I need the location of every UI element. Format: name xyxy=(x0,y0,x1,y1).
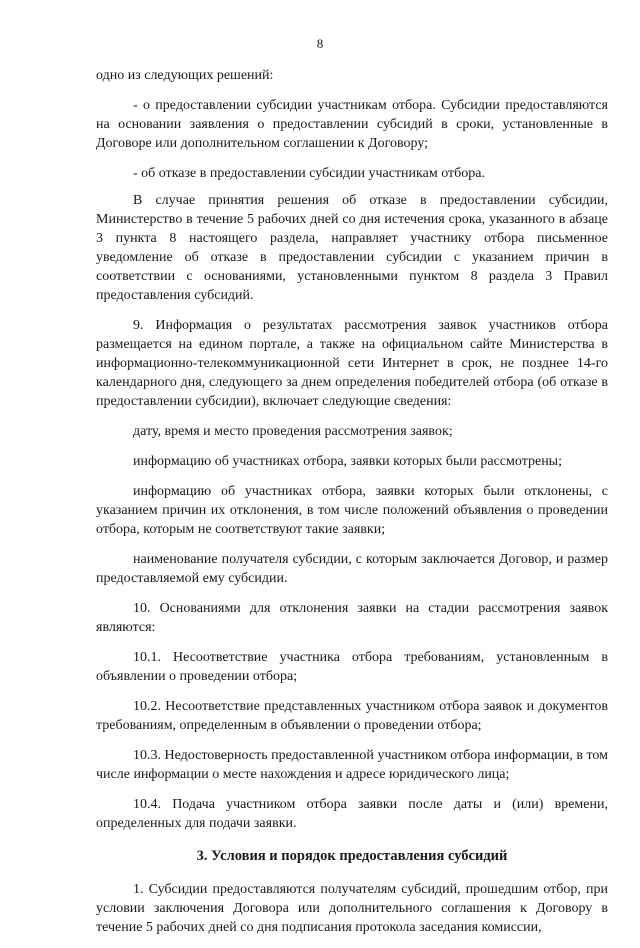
paragraph: одно из следующих решений: xyxy=(96,68,274,83)
paragraph: 10.3. Недостоверность предоставленной участником отбора информации, в том числе информации о месте нахождения и адресе юридического лица; xyxy=(96,748,608,782)
paragraph: - об отказе в предоставлении субсидии участникам отбора. xyxy=(133,166,485,181)
paragraph: - о предоставлении субсидии участникам отбора. Субсидии предоставляются на основании заявления о предоставлении субсидий в сроки, установленные в Договоре или дополнительном соглашении к Договору; xyxy=(96,98,608,151)
section-heading: 3. Условия и порядок предоставления субсидий xyxy=(196,848,508,864)
paragraph: 10. Основаниями для отклонения заявки на стадии рассмотрения заявок являются: xyxy=(96,601,608,635)
page-number: 8 xyxy=(316,36,324,51)
paragraph: 10.1. Несоответствие участника отбора требованиям, установленным в объявлении о проведении отбора; xyxy=(96,650,608,684)
paragraph: В случае принятия решения об отказе в предоставлении субсидии, Министерство в течение 5 рабочих дней со дня истечения срока, указанного в абзаце 3 пункта 8 настоящего раздела, направляет участнику отбора письменное уведомление об отказе в предоставлении субсидии с указанием причин в соответствии с основаниями, установленными пунктом 8 раздела 3 Правил предоставления субсидий. xyxy=(96,193,608,303)
paragraph: 9. Информация о результатах рассмотрения заявок участников отбора размещается на едином портале, а также на официальном сайте Министерства в информационно-телекоммуникационной сети Интернет в срок, не позднее 14-го календарного дня, следующего за днем определения победителей отбора (об отказе в предоставлении субсидии), включает следующие сведения: xyxy=(96,318,608,409)
paragraph: 1. Субсидии предоставляются получателям субсидий, прошедшим отбор, при условии заключения Договора или дополнительного соглашения к Договору в течение 5 рабочих дней со дня подписания протокола заседания комиссии, xyxy=(96,882,608,935)
paragraph: информацию об участниках отбора, заявки которых были отклонены, с указанием причин их отклонения, в том числе положений объявления о проведении отбора, которым не соответствуют такие заявки; xyxy=(96,484,608,537)
paragraph: наименование получателя субсидии, с которым заключается Договор, и размер предоставляемой ему субсидии. xyxy=(96,552,608,586)
paragraph: 10.2. Несоответствие представленных участником отбора заявок и документов требованиям, определенным в объявлении о проведении отбора; xyxy=(96,699,608,733)
document-body xyxy=(96,66,608,948)
paragraph: дату, время и место проведения рассмотрения заявок; xyxy=(133,424,453,439)
paragraph: информацию об участниках отбора, заявки которых были рассмотрены; xyxy=(133,454,562,469)
paragraph: 10.4. Подача участником отбора заявки после даты и (или) времени, определенных для подачи заявки. xyxy=(96,797,608,831)
